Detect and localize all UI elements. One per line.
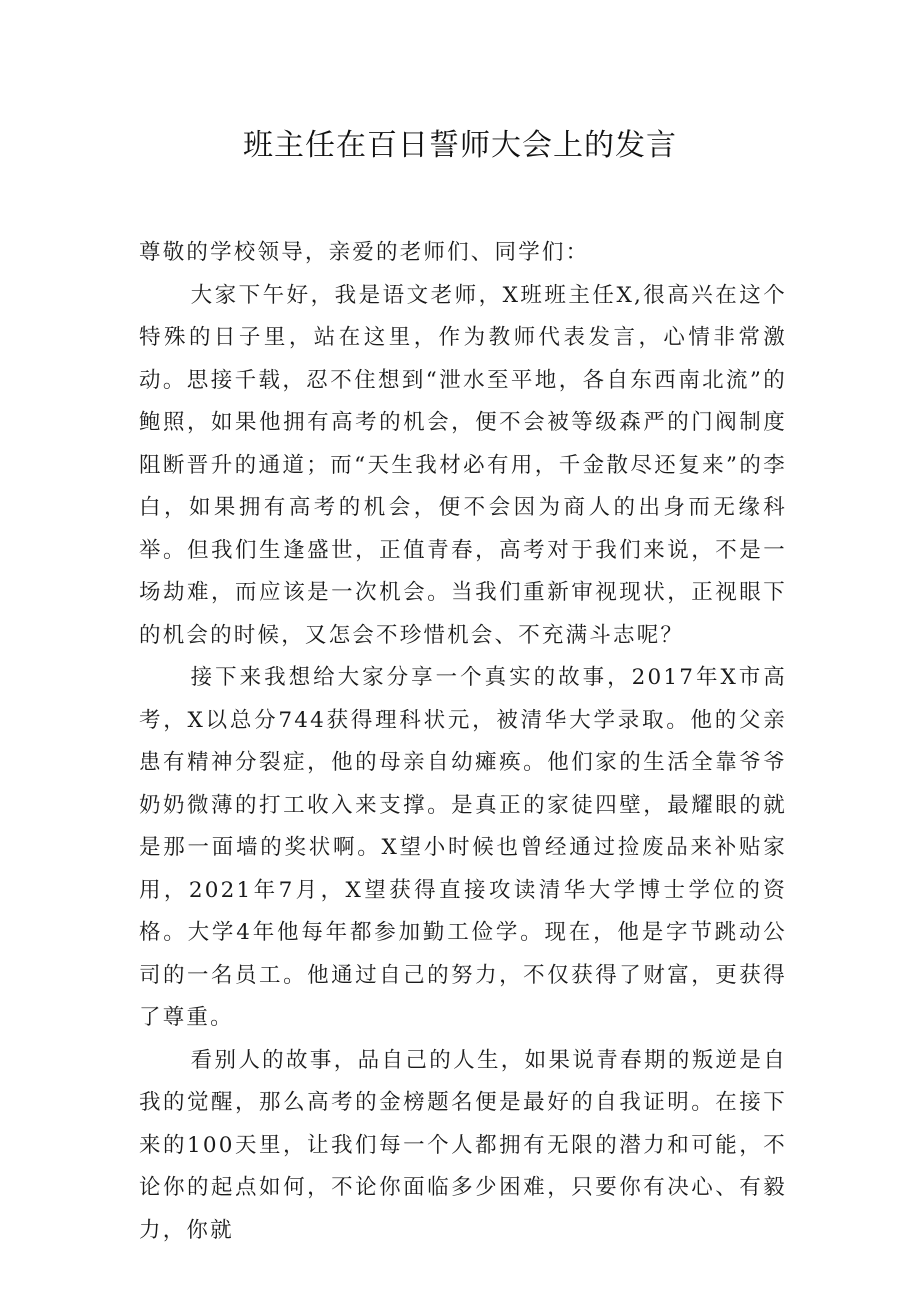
paragraph-3: 看别人的故事，品自己的人生，如果说青春期的叛逆是自我的觉醒，那么高考的金榜题名便是最好的自我证明。在接下来的100天里，让我们每一个人都拥有无限的潜力和可能，不论你的起点如何，不论你面临多少困难，只要你有决心、有毅力，你就 [139, 1047, 787, 1243]
document-body [139, 232, 787, 1252]
page-title: 班主任在百日誓师大会上的发言 [243, 128, 677, 163]
salutation: 尊敬的学校领导，亲爱的老师们、同学们： [139, 240, 590, 265]
paragraph-1: 大家下午好，我是语文老师，X班班主任X,很高兴在这个特殊的日子里，站在这里，作为教师代表发言，心情非常激动。思接千载，忍不住想到“泄水至平地，各自东西南北流”的鲍照，如果他拥有高考的机会，便不会被等级森严的门阀制度阻断晋升的通道；而“天生我材必有用，千金散尽还复来”的李白，如果拥有高考的机会，便不会因为商人的出身而无缘科举。但我们生逢盛世，正值青春，高考对于我们来说，不是一场劫难，而应该是一次机会。当我们重新审视现状，正视眼下的机会的时候，又怎会不珍惜机会、不充满斗志呢？ [139, 282, 787, 648]
paragraph-2: 接下来我想给大家分享一个真实的故事，2017年X市高考，X以总分744获得理科状元，被清华大学录取。他的父亲患有精神分裂症，他的母亲自幼瘫痪。他们家的生活全靠爷爷奶奶微薄的打工收入来支撑。是真正的家徒四壁，最耀眼的就是那一面墙的奖状啊。X望小时候也曾经通过捡废品来补贴家用，2021年7月，X望获得直接攻读清华大学博士学位的资格。大学4年他每年都参加勤工俭学。现在，他是字节跳动公司的一名员工。他通过自己的努力，不仅获得了财富，更获得了尊重。 [139, 665, 787, 1030]
